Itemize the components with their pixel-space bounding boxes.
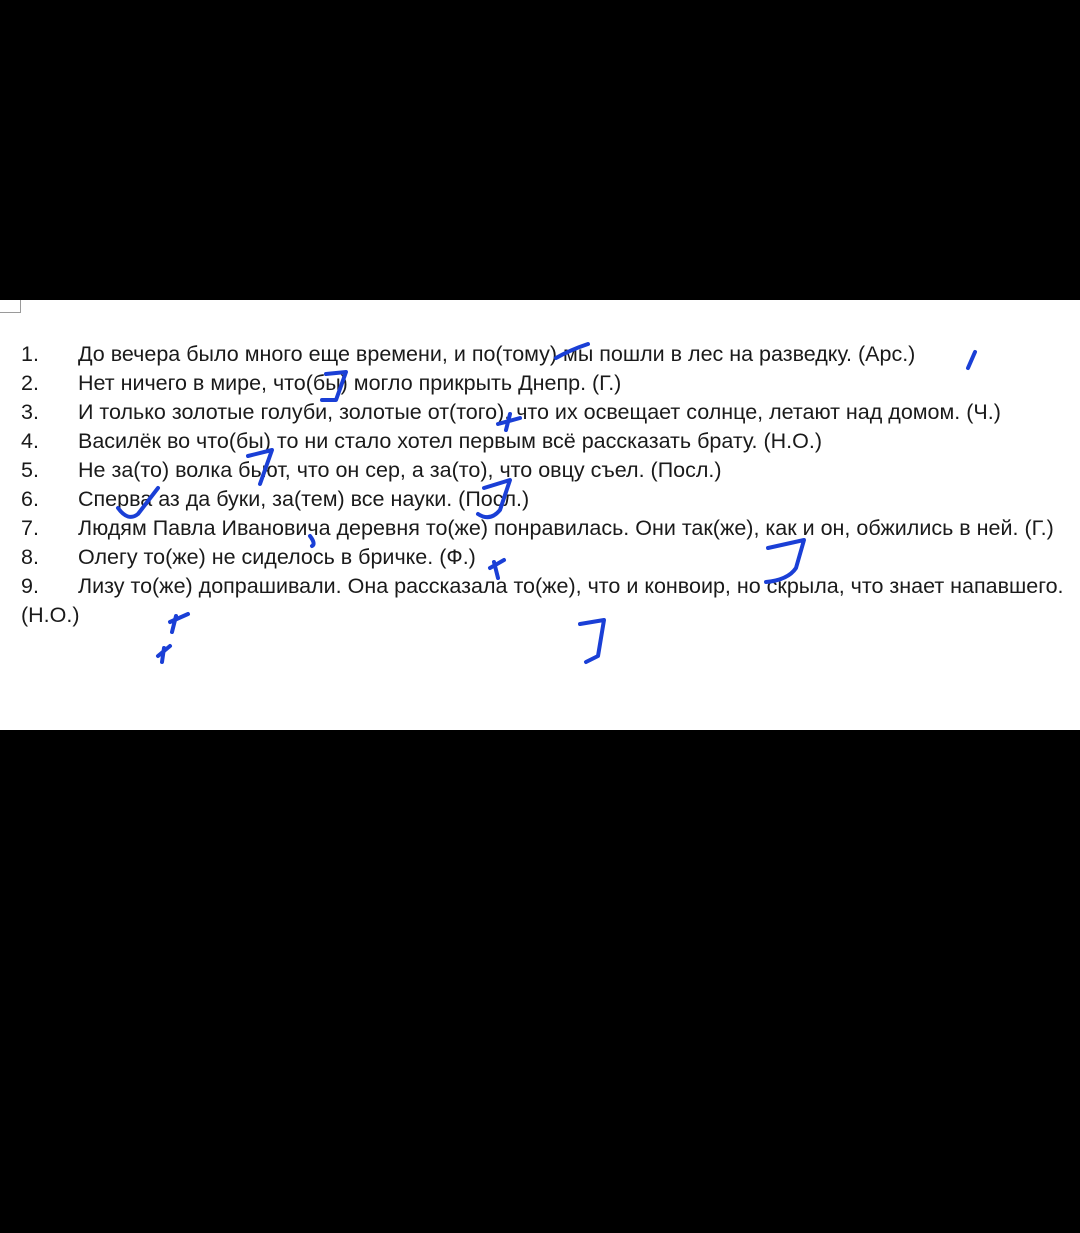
sentence-text: И только золотые голуби, золотые от(того), что их освещает солнце, летают над домом. (Ч.): [78, 400, 1001, 424]
sentence-text: Нет ничего в мире, что(бы) могло прикрыть Днепр. (Г.): [78, 371, 622, 395]
item-number: 1.: [21, 342, 39, 366]
ink-mark: [158, 646, 170, 656]
list-item: [21, 543, 1071, 572]
list-item: [21, 456, 1071, 485]
item-number: 6.: [21, 487, 39, 511]
list-item: [21, 427, 1071, 456]
list-item: [21, 485, 1071, 514]
sentence-list: [21, 340, 1071, 630]
page-corner-mark: [0, 300, 21, 313]
sentence-text: Лизу то(же) допрашивали. Она рассказала то(же), что и конвоир, но скрыла, что знает напавшего. (Н.О.): [21, 574, 1064, 627]
item-number: 7.: [21, 516, 39, 540]
sentence-text: Василёк во что(бы) то ни стало хотел первым всё рассказать брату. (Н.О.): [78, 429, 822, 453]
sentence-text: До вечера было много еще времени, и по(тому) мы пошли в лес на разведку. (Арс.): [78, 342, 916, 366]
item-number: 2.: [21, 371, 39, 395]
item-number: 5.: [21, 458, 39, 482]
sentence-text: Людям Павла Ивановича деревня то(же) понравилась. Они так(же), как и он, обжились в ней. (Г.): [78, 516, 1054, 540]
sentence-text: Олегу то(же) не сиделось в бричке. (Ф.): [78, 545, 476, 569]
item-number: 4.: [21, 429, 39, 453]
document-page: [0, 300, 1080, 730]
list-item: [21, 369, 1071, 398]
ink-mark: [162, 648, 164, 662]
list-item: [21, 572, 1071, 630]
list-item: [21, 398, 1071, 427]
sentence-text: Не за(то) волка бьют, что он сер, а за(то), что овцу съел. (Посл.): [78, 458, 722, 482]
sentence-text: Сперва аз да буки, за(тем) все науки. (Посл.): [78, 487, 530, 511]
item-number: 3.: [21, 400, 39, 424]
item-number: 9.: [21, 574, 39, 598]
item-number: 8.: [21, 545, 39, 569]
list-item: [21, 340, 1071, 369]
list-item: [21, 514, 1071, 543]
